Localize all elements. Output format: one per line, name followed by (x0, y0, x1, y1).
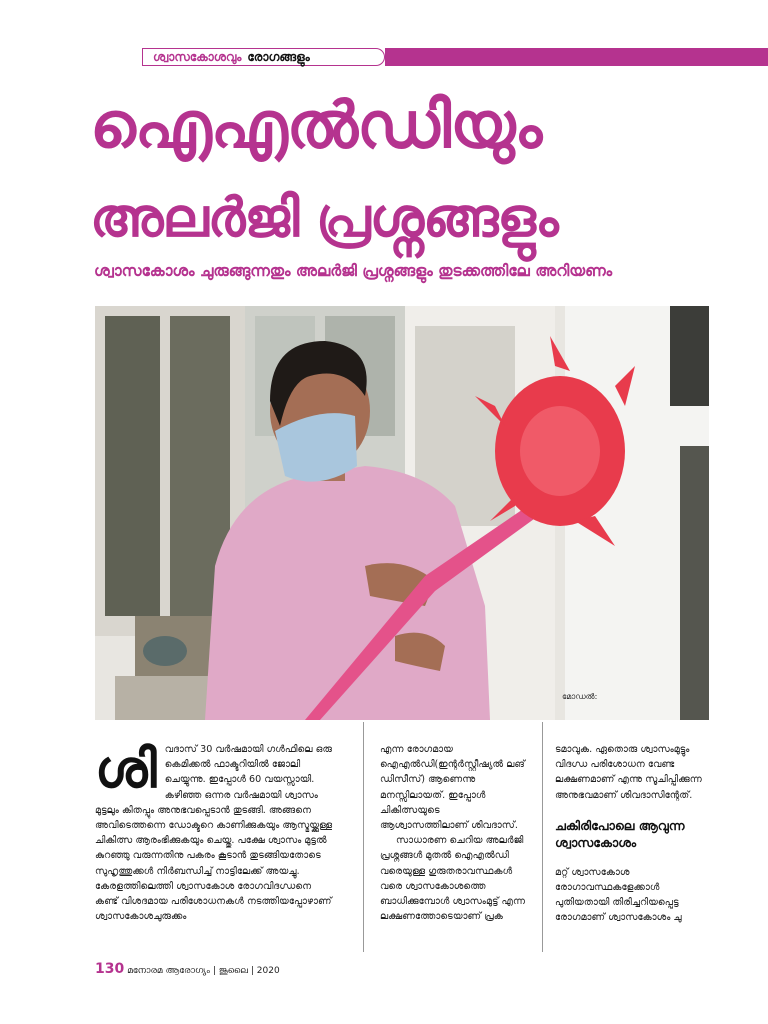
footer-divider: | (212, 966, 219, 976)
photo-caption: മോഡൽ: (562, 692, 598, 701)
article-paragraph: വദാസ് 30 വർഷമായി ഗൾഫിലെ ഒരു കെമിക്കൽ ഫാക്ടറിയിൽ ജോലി ചെയ്യുന്നു. ഇപ്പോൾ 60 വയസ്സായി. കഴിഞ്ഞ ഒന്നര വർഷമായി ശ്വാസം മുട്ടലും കിതപ്പും അനുഭവപ്പെടാൻ തുടങ്ങി. അങ്ങനെ അവിടെത്തന്നെ ഡോക്ടറെ കാണിക്കുകയും ആസ്മയ്ക്കുള്ള ചികിത്സ ആരംഭിക്കുകയും ചെയ്തു. പക്ഷേ ശ്വാസം മുട്ടൽ കുറഞ്ഞു വരുന്നതിനു പകരം കൂടാൻ തുടങ്ങിയതോടെ സുഹൃത്തുക്കൾ നിർബന്ധിച്ച് നാട്ടിലേക്ക് അയച്ചു. കേരളത്തിലെത്തി ശ്വാസകോശ രോഗവിദഗ്ധനെ കണ്ട് വിശദമായ പരിശോധനകൾ നടത്തിയപ്പോഴാണ് ശ്വാസകോശചുരുക്കം (95, 744, 333, 923)
column-separator (363, 722, 364, 952)
column-separator (542, 722, 543, 952)
publication-name: മനോരമ ആരോഗ്യം (127, 966, 210, 976)
article-column-3 (555, 742, 705, 926)
section-tag (142, 48, 385, 66)
headline-line1: ഐഎൽഡിയും (90, 89, 542, 163)
issue-year: 2020 (256, 966, 280, 976)
headline-line2: അലർജി പ്രശ്നങ്ങളും (90, 186, 558, 249)
drop-cap: ശി (95, 740, 157, 800)
headline-subtitle: ശ്വാസകോശം ചുരുങ്ങുന്നതും അലർജി പ്രശ്നങ്ങളും തുടക്കത്തിലേ അറിയണം (94, 262, 613, 280)
article-subheading: ചകിരിപോലെ ആവുന്ന ശ്വാസകോശം (555, 817, 685, 850)
section-tag-secondary: രോഗങ്ങളും (247, 49, 310, 64)
issue-month: ജൂലൈ (218, 966, 248, 976)
page-number: 130 (95, 961, 125, 977)
article-paragraph: മറ്റ് ശ്വാസകോശ രോഗാവസ്ഥകളേക്കാൾ പുതിയതായി തിരിച്ചറിയപ്പെട്ട രോഗമാണ് ശ്വാസകോശം ചു (555, 866, 682, 924)
page-footer (95, 961, 280, 977)
article-column-1 (95, 742, 335, 924)
article-photo (95, 306, 709, 720)
footer-divider: | (250, 966, 257, 976)
article-column-2 (380, 742, 530, 924)
article-paragraph: ടമാവുക. ഏതൊരു ശ്വാസംമുട്ടും വിദഗ്ധ പരിശോധന വേണ്ട ലക്ഷണമാണ് എന്നു സൂചിപ്പിക്കുന്ന അനുഭവമാണ് ശിവദാസിന്റേത്. (555, 744, 702, 801)
section-tag-primary: ശ്വാസകോശവും (153, 49, 242, 64)
article-paragraph: സാധാരണ ചെറിയ അലർജി പ്രശ്നങ്ങൾ മുതൽ ഐഎൽഡി വരെയുള്ള ഗുരുതരാവസ്ഥകൾ വരെ ശ്വാസകോശത്തെ ബാധിക്കുമ്പോൾ ശ്വാസംമുട്ട് എന്ന ലക്ഷണത്തോടെയാണ് പ്രക (380, 835, 526, 923)
section-bar (385, 48, 768, 66)
article-paragraph: എന്ന രോഗമായ ഐഎൽഡി(ഇന്റർസ്റ്റീഷ്യൽ ലങ് ഡിസീസ്) ആണെന്നു മനസ്സിലായത്. ഇപ്പോൾ ചികിത്സയുടെ ആശ്വാസത്തിലാണ് ശിവദാസ്. (380, 744, 525, 832)
